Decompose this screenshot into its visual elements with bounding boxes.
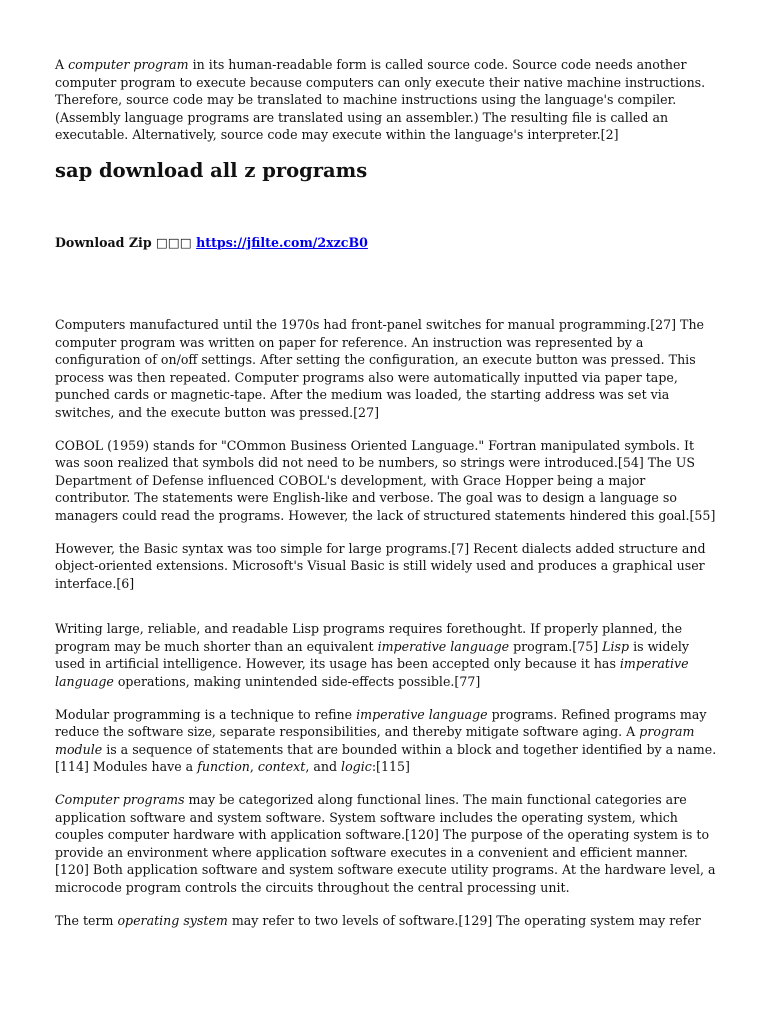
intro-emphasis: computer program — [68, 57, 189, 72]
spacer — [55, 251, 717, 316]
intro-text: A — [55, 57, 69, 72]
paragraph-lisp: Writing large, reliable, and readable Lisp programs requires forethought. If properly planned, the program may be much shorter than an equivalent imperative language program.[75] Lisp is widely used in artificial intelligence. However, its usage has been accepted only because it has imperative language operations, making unintended side-effects possible.[77] — [55, 621, 690, 690]
page-title: sap download all z programs — [55, 158, 368, 182]
paragraph-cobol: COBOL (1959) stands for "COmmon Business Oriented Language." Fortran manipulated symbols. It was soon realized that symbols did not need to be numbers, so strings were introduced.[54] The US Department of Defense influenced COBOL's development, with Grace Hopper being a major contributor. The statements were English-like and verbose. The goal was to design a language so managers could read the programs. However, the lack of structured statements hindered this goal.[55] — [55, 437, 716, 523]
paragraph-basic: However, the Basic syntax was too simple for large programs.[7] Recent dialects added structure and object-oriented extensions. Microsoft's Visual Basic is still widely used and produces a graphical user interface.[6] — [55, 540, 706, 591]
download-link[interactable]: https://jfilte.com/2xzcB0 — [196, 234, 368, 250]
paragraph-modular: Modular programming is a technique to refine imperative language programs. Refined programs may reduce the software size, separate responsibilities, and thereby mitigate software aging. A program module is a sequence of statements that are bounded within a block and together identified by a name.[114] Modules have a function, context, and logic:[115] — [55, 706, 717, 775]
download-line — [55, 234, 717, 251]
placeholder-glyphs: □□□ — [156, 234, 192, 250]
paragraph-front-panel: Computers manufactured until the 1970s had front-panel switches for manual programming.[27] The computer program was written on paper for reference. An instruction was represented by a configuration of on/off settings. After setting the configuration, an execute button was pressed. This process was then repeated. Computer programs also were automatically inputted via paper tape, punched cards or magnetic-tape. After the medium was loaded, the starting address was set via switches, and the execute button was pressed.[27] — [55, 316, 705, 420]
download-label: Download Zip — [55, 234, 152, 250]
article — [55, 56, 717, 944]
paragraph-operating-system: The term operating system may refer to two levels of software.[129] The operating system may refer — [55, 912, 701, 928]
paragraph-categories: Computer programs may be categorized along functional lines. The main functional categories are application software and system software. System software includes the operating system, which couples computer hardware with application software.[120] The purpose of the operating system is to provide an environment where application software executes in a convenient and efficient manner.[120] Both application software and system software execute utility programs. At the hardware level, a microcode program controls the circuits throughout the central processing unit. — [55, 792, 716, 895]
intro-text: in its human-readable form is called source code. Source code needs another computer program to execute because computers can only execute their native machine instructions. Therefore, source code may be translated to machine instructions using the language's compiler. (Assembly language programs are translated using an assembler.) The resulting file is called an executable. Alternatively, source code may execute within the language's interpreter.[2] — [55, 57, 706, 143]
intro-paragraph — [55, 56, 717, 144]
